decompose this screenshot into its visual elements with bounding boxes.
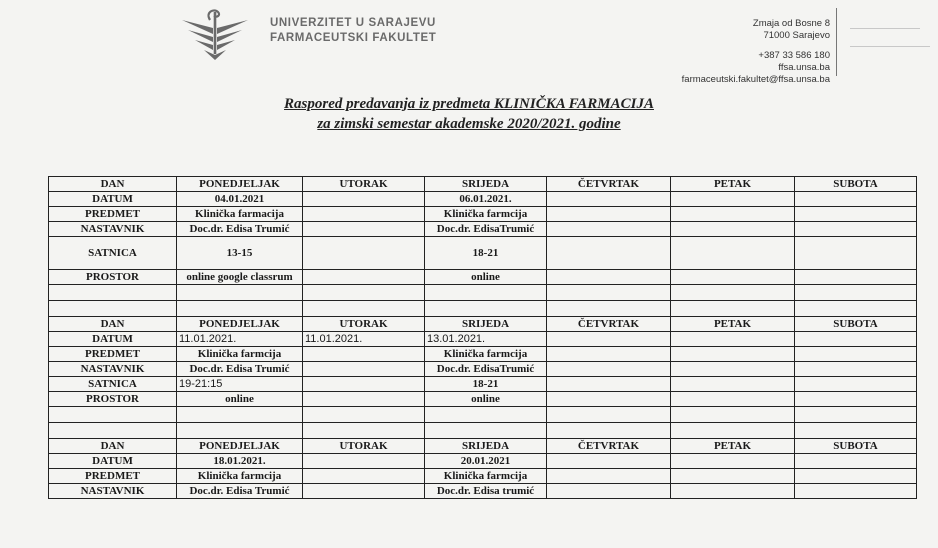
schedule-cell [547, 407, 671, 423]
schedule-cell [49, 423, 177, 439]
schedule-cell [303, 347, 425, 362]
university-name [270, 16, 436, 46]
spacer-row [49, 285, 917, 301]
schedule-cell [547, 347, 671, 362]
schedule-cell [795, 192, 917, 207]
schedule-cell [671, 332, 795, 347]
row-label-cell: DATUM [49, 192, 177, 207]
schedule-cell: Klinička farmcija [177, 469, 303, 484]
schedule-cell [425, 285, 547, 301]
schedule-cell [177, 407, 303, 423]
schedule-cell: ČETVRTAK [547, 317, 671, 332]
schedule-cell [303, 237, 425, 270]
schedule-cell [671, 484, 795, 499]
schedule-cell [671, 454, 795, 469]
schedule-cell: UTORAK [303, 439, 425, 454]
schedule-cell: ČETVRTAK [547, 439, 671, 454]
schedule-cell: Klinička farmcija [425, 469, 547, 484]
schedule-cell [547, 301, 671, 317]
university-line-2: FARMACEUTSKI FAKULTET [270, 32, 437, 44]
schedule-cell [795, 332, 917, 347]
table-row [49, 377, 917, 392]
schedule-cell: SUBOTA [795, 317, 917, 332]
schedule-cell: ČETVRTAK [547, 177, 671, 192]
table-row [49, 332, 917, 347]
header-row [49, 439, 917, 454]
schedule-cell: online google classrum [177, 270, 303, 285]
row-label-cell: NASTAVNIK [49, 222, 177, 237]
schedule-cell [671, 362, 795, 377]
schedule-cell [547, 207, 671, 222]
document-subtitle: za zimski semestar akademske 2020/2021. godine [317, 116, 621, 132]
schedule-cell: Klinička farmcija [177, 347, 303, 362]
schedule-cell [547, 237, 671, 270]
schedule-cell [177, 301, 303, 317]
schedule-cell: Doc.dr. EdisaTrumić [425, 222, 547, 237]
address-block [682, 18, 830, 86]
schedule-cell [671, 347, 795, 362]
row-label-cell: NASTAVNIK [49, 362, 177, 377]
schedule-cell [671, 207, 795, 222]
address-city: 71000 Sarajevo [763, 30, 830, 42]
row-label-cell: PROSTOR [49, 270, 177, 285]
faculty-logo-icon [180, 6, 250, 62]
row-label-cell: DAN [49, 317, 177, 332]
schedule-cell [671, 377, 795, 392]
document-title: Raspored predavanja iz predmeta KLINIČKA FARMACIJA [284, 96, 654, 112]
row-label-cell: NASTAVNIK [49, 484, 177, 499]
schedule-cell [795, 484, 917, 499]
row-label-cell: DATUM [49, 454, 177, 469]
schedule-cell [547, 423, 671, 439]
schedule-cell [547, 454, 671, 469]
schedule-cell: 04.01.2021 [177, 192, 303, 207]
row-label-cell: DAN [49, 177, 177, 192]
schedule-cell: UTORAK [303, 177, 425, 192]
schedule-cell [671, 407, 795, 423]
schedule-cell: Doc.dr. EdisaTrumić [425, 362, 547, 377]
schedule-cell [671, 301, 795, 317]
schedule-cell: Doc.dr. Edisa trumić [425, 484, 547, 499]
schedule-cell: 11.01.2021. [303, 332, 425, 347]
schedule-cell: 18.01.2021. [177, 454, 303, 469]
schedule-cell: 13-15 [177, 237, 303, 270]
spacer-row [49, 423, 917, 439]
table-row [49, 222, 917, 237]
decorative-dash [850, 46, 930, 47]
schedule-cell: 20.01.2021 [425, 454, 547, 469]
schedule-cell: Klinička farmcija [425, 207, 547, 222]
schedule-cell: PONEDJELJAK [177, 177, 303, 192]
schedule-cell: 19-21:15 [177, 377, 303, 392]
schedule-cell: 11.01.2021. [177, 332, 303, 347]
table-row [49, 484, 917, 499]
schedule-cell [303, 270, 425, 285]
address-street: Zmaja od Bosne 8 [752, 18, 830, 29]
table-row [49, 237, 917, 270]
row-label-cell: PREDMET [49, 469, 177, 484]
website: ffsa.unsa.ba [778, 61, 830, 73]
schedule-cell [303, 454, 425, 469]
schedule-cell: SUBOTA [795, 177, 917, 192]
schedule-cell [795, 270, 917, 285]
schedule-cell [303, 301, 425, 317]
divider-line [836, 8, 837, 76]
schedule-cell: PETAK [671, 177, 795, 192]
schedule-cell [303, 222, 425, 237]
schedule-cell [795, 392, 917, 407]
schedule-cell [671, 270, 795, 285]
schedule-cell [547, 285, 671, 301]
schedule-cell [547, 332, 671, 347]
schedule-cell [547, 192, 671, 207]
row-label-cell: PROSTOR [49, 392, 177, 407]
schedule-cell [303, 192, 425, 207]
schedule-cell [547, 392, 671, 407]
decorative-dash [850, 28, 920, 29]
schedule-cell [303, 207, 425, 222]
table-row [49, 469, 917, 484]
row-label-cell: PREDMET [49, 347, 177, 362]
phone-number: +387 33 586 180 [758, 49, 830, 61]
schedule-cell [795, 207, 917, 222]
schedule-cell [547, 469, 671, 484]
row-label-cell: PREDMET [49, 207, 177, 222]
schedule-cell: PONEDJELJAK [177, 317, 303, 332]
schedule-cell [303, 362, 425, 377]
table-row [49, 454, 917, 469]
schedule-cell: 06.01.2021. [425, 192, 547, 207]
row-label-cell: DATUM [49, 332, 177, 347]
header-row [49, 317, 917, 332]
schedule-cell [671, 192, 795, 207]
schedule-cell [547, 377, 671, 392]
schedule-cell: PETAK [671, 317, 795, 332]
schedule-cell [795, 222, 917, 237]
schedule-cell [49, 407, 177, 423]
schedule-cell [671, 237, 795, 270]
schedule-cell [795, 237, 917, 270]
schedule-cell [303, 377, 425, 392]
schedule-cell: UTORAK [303, 317, 425, 332]
schedule-cell [303, 392, 425, 407]
schedule-cell [177, 285, 303, 301]
schedule-cell [425, 423, 547, 439]
schedule-cell [177, 423, 303, 439]
table-row [49, 362, 917, 377]
schedule-cell [547, 222, 671, 237]
schedule-cell [303, 484, 425, 499]
row-label-cell: DAN [49, 439, 177, 454]
schedule-cell: Klinička farmacija [177, 207, 303, 222]
schedule-cell: 18-21 [425, 237, 547, 270]
schedule-cell [547, 484, 671, 499]
schedule-cell: Doc.dr. Edisa Trumić [177, 484, 303, 499]
schedule-cell: SRIJEDA [425, 177, 547, 192]
schedule-cell: 18-21 [425, 377, 547, 392]
schedule-cell: online [177, 392, 303, 407]
table-row [49, 270, 917, 285]
schedule-cell [795, 347, 917, 362]
header-row [49, 177, 917, 192]
schedule-cell [795, 301, 917, 317]
schedule-cell [671, 469, 795, 484]
row-label-cell: SATNICA [49, 377, 177, 392]
schedule-cell [671, 285, 795, 301]
schedule-cell [303, 407, 425, 423]
schedule-cell [671, 423, 795, 439]
schedule-cell [547, 362, 671, 377]
schedule-cell: PETAK [671, 439, 795, 454]
table-row [49, 207, 917, 222]
schedule-cell [425, 407, 547, 423]
schedule-cell [795, 362, 917, 377]
schedule-cell [303, 423, 425, 439]
spacer-row [49, 301, 917, 317]
schedule-cell: online [425, 392, 547, 407]
university-line-1: UNIVERZITET U SARAJEVU [270, 17, 436, 29]
schedule-cell: Doc.dr. Edisa Trumić [177, 362, 303, 377]
schedule-cell [547, 270, 671, 285]
schedule-cell [303, 285, 425, 301]
email: farmaceutski.fakultet@ffsa.unsa.ba [681, 74, 830, 86]
schedule-table [48, 176, 917, 499]
schedule-cell [671, 392, 795, 407]
table-row [49, 192, 917, 207]
table-row [49, 347, 917, 362]
schedule-cell [795, 377, 917, 392]
schedule-cell: Klinička farmcija [425, 347, 547, 362]
schedule-cell [303, 469, 425, 484]
schedule-cell [795, 423, 917, 439]
schedule-cell [49, 285, 177, 301]
schedule-cell: Doc.dr. Edisa Trumić [177, 222, 303, 237]
schedule-cell: SRIJEDA [425, 317, 547, 332]
schedule-cell: PONEDJELJAK [177, 439, 303, 454]
schedule-cell: SUBOTA [795, 439, 917, 454]
schedule-cell [795, 285, 917, 301]
schedule-cell [795, 469, 917, 484]
schedule-cell [425, 301, 547, 317]
spacer-row [49, 407, 917, 423]
schedule-cell [795, 407, 917, 423]
table-row [49, 392, 917, 407]
schedule-cell: online [425, 270, 547, 285]
schedule-cell: SRIJEDA [425, 439, 547, 454]
schedule-cell [671, 222, 795, 237]
schedule-cell: 13.01.2021. [425, 332, 547, 347]
schedule-cell [49, 301, 177, 317]
row-label-cell: SATNICA [49, 237, 177, 270]
schedule-cell [795, 454, 917, 469]
